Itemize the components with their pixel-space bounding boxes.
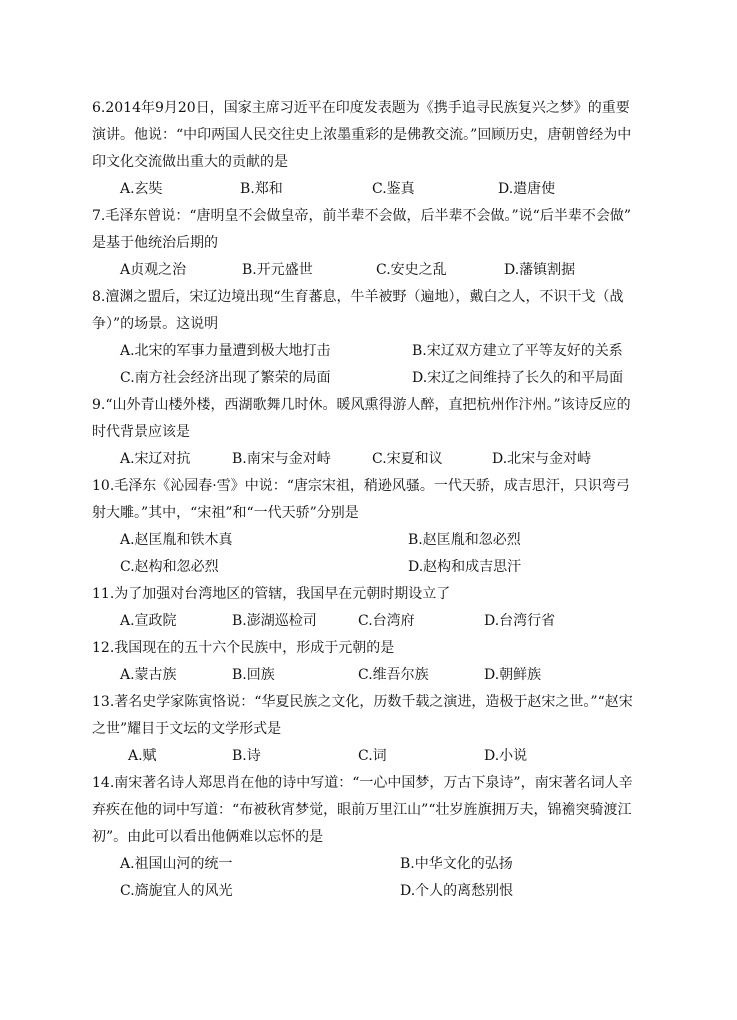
option-b: B.回族 <box>232 667 275 683</box>
option-a: A.蒙古族 <box>120 667 177 683</box>
option-b: B.宋辽双方建立了平等友好的关系 <box>412 343 623 359</box>
options-row <box>92 554 652 581</box>
option-a: A.宋辽对抗 <box>120 451 191 467</box>
question-13 <box>92 689 652 770</box>
option-c: C.台湾府 <box>358 613 415 629</box>
options-row <box>92 257 652 284</box>
option-b: B.南宋与金对峙 <box>232 451 331 467</box>
question-text: 弃疾在他的词中写道：“布被秋宵梦觉，眼前万里江山”“壮岁旌旗拥万夫，锦襜突骑渡江 <box>92 802 632 818</box>
question-text: 之世”耀目于文坛的文学形式是 <box>92 721 282 737</box>
option-b: B.澎湖巡检司 <box>232 613 317 629</box>
options-row <box>92 365 652 392</box>
option-c: C.宋夏和议 <box>372 451 443 467</box>
option-d: D.朝鲜族 <box>484 667 542 683</box>
question-text: 8.澶渊之盟后，宋辽边境出现“生育蕃息，牛羊被野（遍地），戴白之人，不识干戈（战 <box>92 289 624 305</box>
option-a: A.北宋的军事力量遭到极大地打击 <box>120 343 331 359</box>
option-d: D.藩镇割据 <box>504 262 576 278</box>
option-d: D.台湾行省 <box>484 613 556 629</box>
question-text: 争）”的场景。这说明 <box>92 316 219 332</box>
option-c: C.词 <box>358 748 387 764</box>
options-row <box>92 662 652 689</box>
question-text: 演讲。他说：“中印两国人民交往史上浓墨重彩的是佛教交流。”回顾历史，唐朝曾经为中 <box>92 127 632 143</box>
question-text: 初”。由此可以看出他俩难以忘怀的是 <box>92 829 324 845</box>
option-d: D.北宋与金对峙 <box>492 451 592 467</box>
option-a: A.宣政院 <box>120 613 177 629</box>
question-12 <box>92 635 652 689</box>
option-d: D.赵构和成吉思汗 <box>408 559 522 575</box>
question-text: 13.著名史学家陈寅恪说：“华夏民族之文化，历数千载之演进，造极于赵宋之世。”“赵宋 <box>92 694 633 710</box>
question-11 <box>92 581 652 635</box>
option-a: A.祖国山河的统一 <box>120 856 233 872</box>
option-b: B.赵匡胤和忽必烈 <box>408 532 521 548</box>
option-c: C.南方社会经济出现了繁荣的局面 <box>120 370 331 386</box>
question-14 <box>92 770 652 905</box>
option-d: D.遣唐使 <box>498 181 556 197</box>
question-text: 11.为了加强对台湾地区的管辖，我国早在元朝时期设立了 <box>92 586 451 602</box>
question-text: 14.南宋著名诗人郑思肖在他的诗中写道：“一心中国梦，万古下泉诗”，南宋著名词人辛 <box>92 775 633 791</box>
options-row <box>92 743 652 770</box>
options-row <box>92 446 652 473</box>
question-text: 射大雕。”其中，“宋祖”和“一代天骄”分别是 <box>92 505 359 521</box>
option-a: A.玄奘 <box>120 181 163 197</box>
options-row <box>92 176 652 203</box>
options-row <box>92 527 652 554</box>
option-d: D.小说 <box>484 748 528 764</box>
question-text: 7.毛泽东曾说：“唐明皇不会做皇帝，前半辈不会做，后半辈不会做。”说“后半辈不会做” <box>92 208 631 224</box>
question-10 <box>92 473 652 581</box>
option-b: B.中华文化的弘扬 <box>400 856 513 872</box>
option-d: D.个人的离愁别恨 <box>400 883 514 899</box>
option-b: B.郑和 <box>240 181 283 197</box>
option-c: C.旖旎宜人的风光 <box>120 883 233 899</box>
options-row <box>92 878 652 905</box>
question-text: 6.2014年9月20日，国家主席习近平在印度发表题为《携手追寻民族复兴之梦》的重要 <box>92 100 630 116</box>
option-c: C.安史之乱 <box>376 262 447 278</box>
options-row <box>92 608 652 635</box>
question-9 <box>92 392 652 473</box>
options-row <box>92 851 652 878</box>
option-d: D.宋辽之间维持了长久的和平局面 <box>412 370 624 386</box>
question-8 <box>92 284 652 392</box>
option-a: A.赵匡胤和铁木真 <box>120 532 233 548</box>
question-text: 12.我国现在的五十六个民族中，形成于元朝的是 <box>92 640 395 656</box>
option-c: C.维吾尔族 <box>358 667 429 683</box>
option-a: A贞观之治 <box>120 262 187 278</box>
question-text: 时代背景应该是 <box>92 424 190 440</box>
option-c: C.鉴真 <box>372 181 415 197</box>
option-a: A.赋 <box>128 748 157 764</box>
options-row <box>92 338 652 365</box>
question-text: 印文化交流做出重大的贡献的是 <box>92 154 288 170</box>
question-text: 10.毛泽东《沁园春·雪》中说：“唐宗宋祖，稍逊风骚。一代天骄，成吉思汗，只识弯弓 <box>92 478 630 494</box>
option-b: B.诗 <box>232 748 261 764</box>
question-text: 是基于他统治后期的 <box>92 235 218 251</box>
option-b: B.开元盛世 <box>242 262 313 278</box>
option-c: C.赵构和忽必烈 <box>120 559 219 575</box>
question-text: 9.“山外青山楼外楼，西湖歌舞几时休。暖风熏得游人醉，直把杭州作汴州。”该诗反应的 <box>92 397 631 413</box>
question-7 <box>92 203 652 284</box>
question-6 <box>92 95 652 203</box>
